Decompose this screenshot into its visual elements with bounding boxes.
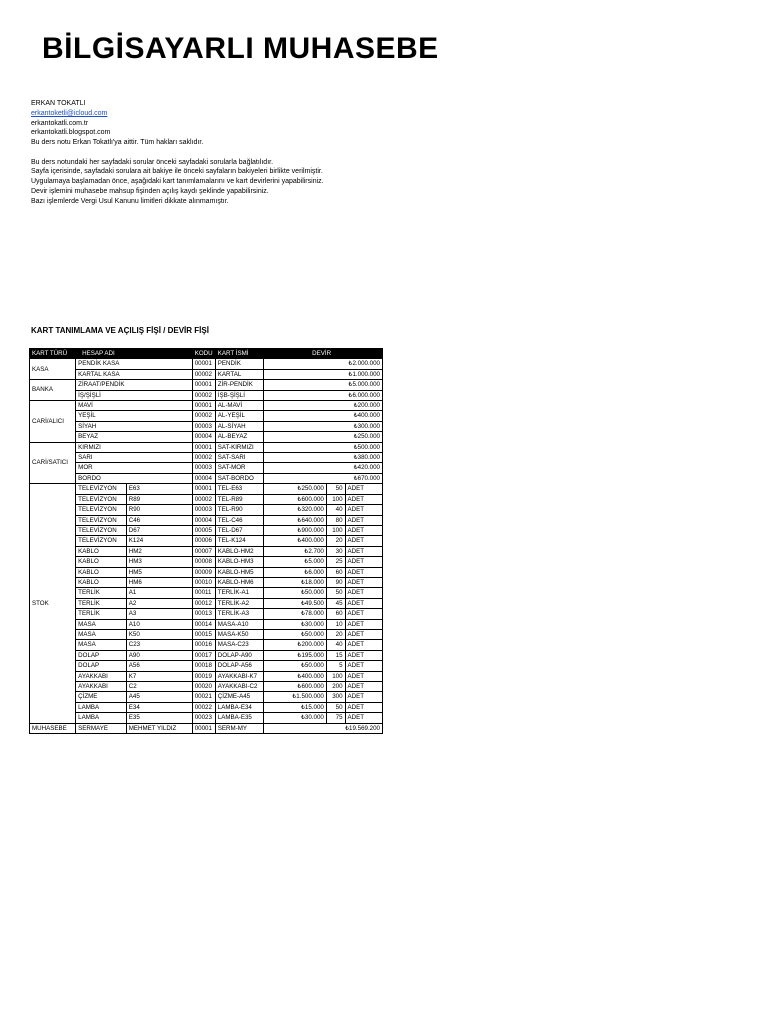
cell-kart-ismi: TEL-K124: [215, 536, 263, 546]
cell-hesap-adi: MASA: [76, 640, 127, 650]
cell-devir: ₺18.000: [264, 577, 327, 587]
cell-hesap-adi: TELEVİZYON: [76, 505, 127, 515]
cell-kart-turu: CARİ/SATICI: [30, 442, 76, 484]
cell-kodu: 00003: [192, 505, 215, 515]
cell-hesap-adi: MASA: [76, 629, 127, 639]
cell-kart-ismi: MASA-K50: [215, 629, 263, 639]
cell-kart-ismi: KABLO-HM3: [215, 557, 263, 567]
cell-devir: ₺250.000: [264, 484, 327, 494]
cell-hesap-adi: KABLO: [76, 546, 127, 556]
cell-hesap-adi: TERLİK: [76, 609, 127, 619]
cell-model: K124: [126, 536, 192, 546]
table-row: [30, 609, 383, 619]
cell-devir: ₺6.000.000: [264, 390, 383, 400]
cell-birim: ADET: [345, 629, 382, 639]
cell-devir: ₺49.500: [264, 598, 327, 608]
card-definition-table: [29, 348, 383, 734]
cell-kart-ismi: TERLİK-A3: [215, 609, 263, 619]
cell-devir: ₺195.000: [264, 650, 327, 660]
cell-kart-ismi: PENDİK: [215, 359, 263, 369]
cell-kodu: 00021: [192, 692, 215, 702]
cell-kodu: 00001: [192, 484, 215, 494]
table-row: [30, 411, 383, 421]
table-row: [30, 401, 383, 411]
cell-model: HM6: [126, 577, 192, 587]
cell-miktar: 20: [326, 536, 345, 546]
cell-devir: ₺400.000: [264, 536, 327, 546]
cell-miktar: 60: [326, 609, 345, 619]
table-row: [30, 671, 383, 681]
table-row: [30, 505, 383, 515]
cell-kodu: 00002: [192, 390, 215, 400]
cell-hesap-adi: SİYAH: [76, 421, 193, 431]
cell-devir: ₺6.000: [264, 567, 327, 577]
cell-devir: ₺600.000: [264, 682, 327, 692]
cell-birim: ADET: [345, 546, 382, 556]
cell-birim: ADET: [345, 682, 382, 692]
cell-kart-ismi: KARTAL: [215, 369, 263, 379]
table-row: [30, 577, 383, 587]
cell-kart-ismi: TEL-D67: [215, 525, 263, 535]
cell-hesap-adi: TERLİK: [76, 588, 127, 598]
cell-model: HM2: [126, 546, 192, 556]
cell-kodu: 00009: [192, 567, 215, 577]
cell-kart-ismi: TEL-R89: [215, 494, 263, 504]
cell-kart-ismi: TEL-E63: [215, 484, 263, 494]
cell-kart-turu: STOK: [30, 484, 76, 723]
cell-miktar: 100: [326, 525, 345, 535]
cell-hesap-adi: ÇİZME: [76, 692, 127, 702]
cell-miktar: 80: [326, 515, 345, 525]
cell-birim: ADET: [345, 505, 382, 515]
cell-kart-ismi: SAT-MOR: [215, 463, 263, 473]
table-row: [30, 369, 383, 379]
cell-miktar: 50: [326, 484, 345, 494]
cell-birim: ADET: [345, 525, 382, 535]
table-row: [30, 702, 383, 712]
cell-kodu: 00014: [192, 619, 215, 629]
table-body: [30, 359, 383, 734]
cell-birim: ADET: [345, 661, 382, 671]
cell-kodu: 00003: [192, 463, 215, 473]
cell-kodu: 00020: [192, 682, 215, 692]
cell-model: R89: [126, 494, 192, 504]
cell-miktar: 45: [326, 598, 345, 608]
cell-devir: ₺500.000: [264, 442, 383, 452]
cell-model: A56: [126, 661, 192, 671]
note-line: Devir işlemini muhasebe mahsup fişinden açılış kaydı şeklinde yapabilirsiniz.: [31, 187, 269, 195]
table-row: [30, 661, 383, 671]
cell-miktar: 25: [326, 557, 345, 567]
cell-kart-ismi: ÇİZME-A45: [215, 692, 263, 702]
cell-birim: ADET: [345, 577, 382, 587]
cell-miktar: 100: [326, 671, 345, 681]
cell-kart-ismi: SERM-MY: [215, 723, 263, 733]
cell-model: HM5: [126, 567, 192, 577]
cell-devir: ₺600.000: [264, 494, 327, 504]
cell-birim: ADET: [345, 494, 382, 504]
cell-kodu: 00008: [192, 557, 215, 567]
cell-model: A2: [126, 598, 192, 608]
note-line: Bu ders notundaki her sayfadaki sorular önceki sayfadaki sorularla bağlatılıdır.: [31, 158, 274, 166]
cell-devir: ₺78.000: [264, 609, 327, 619]
cell-birim: ADET: [345, 671, 382, 681]
cell-hesap-adi: DOLAP: [76, 661, 127, 671]
cell-hesap-adi: ZİRAAT/PENDİK: [76, 380, 193, 390]
cell-miktar: 10: [326, 619, 345, 629]
cell-devir: ₺2.700: [264, 546, 327, 556]
cell-miktar: 5: [326, 661, 345, 671]
cell-miktar: 30: [326, 546, 345, 556]
cell-kart-ismi: TEL-R90: [215, 505, 263, 515]
cell-birim: ADET: [345, 598, 382, 608]
author-name: ERKAN TOKATLI: [31, 100, 86, 107]
page-title: BİLGİSAYARLI MUHASEBE: [42, 32, 439, 65]
cell-model: C2: [126, 682, 192, 692]
cell-devir: ₺640.000: [264, 515, 327, 525]
cell-model: R90: [126, 505, 192, 515]
table-row: [30, 484, 383, 494]
table-row: [30, 629, 383, 639]
cell-devir: ₺900.000: [264, 525, 327, 535]
cell-devir: ₺1.000.000: [264, 369, 383, 379]
cell-kodu: 00023: [192, 713, 215, 723]
cell-kodu: 00017: [192, 650, 215, 660]
table-row: [30, 650, 383, 660]
cell-kart-ismi: SAT-BORDO: [215, 473, 263, 483]
cell-miktar: 50: [326, 702, 345, 712]
cell-devir: ₺30.000: [264, 619, 327, 629]
table-row: [30, 713, 383, 723]
cell-kart-ismi: KABLO-HM5: [215, 567, 263, 577]
cell-kart-ismi: MASA-C23: [215, 640, 263, 650]
cell-kart-ismi: AL-BEYAZ: [215, 432, 263, 442]
table-row: [30, 359, 383, 369]
cell-kodu: 00019: [192, 671, 215, 681]
cell-kodu: 00022: [192, 702, 215, 712]
table-row: [30, 640, 383, 650]
section-title: KART TANIMLAMA VE AÇILIŞ FİŞİ / DEVİR FİŞİ: [31, 326, 209, 335]
cell-hesap-adi: KABLO: [76, 577, 127, 587]
table-row: [30, 442, 383, 452]
cell-hesap-adi: KABLO: [76, 557, 127, 567]
cell-devir: ₺250.000: [264, 432, 383, 442]
cell-birim: ADET: [345, 619, 382, 629]
cell-model: A45: [126, 692, 192, 702]
cell-hesap-adi: BORDO: [76, 473, 193, 483]
note-line: Uygulamaya başlamadan önce, aşağıdaki kart tanımlamalarını ve kart devirlerini yapabilirsiniz.: [31, 178, 324, 186]
cell-miktar: 200: [326, 682, 345, 692]
cell-kodu: 00001: [192, 442, 215, 452]
cell-hesap-adi: SERMAYE: [76, 723, 127, 733]
header-kodu: KODU: [192, 349, 215, 359]
cell-kart-ismi: TERLİK-A2: [215, 598, 263, 608]
cell-model: E63: [126, 484, 192, 494]
cell-kodu: 00001: [192, 723, 215, 733]
cell-kodu: 00002: [192, 494, 215, 504]
cell-kart-ismi: LAMBA-E34: [215, 702, 263, 712]
cell-kodu: 00015: [192, 629, 215, 639]
cell-kart-turu: CARİ/ALICI: [30, 401, 76, 443]
cell-kart-ismi: KABLO-HM6: [215, 577, 263, 587]
cell-kodu: 00001: [192, 401, 215, 411]
cell-kodu: 00004: [192, 432, 215, 442]
cell-kart-turu: KASA: [30, 359, 76, 380]
cell-hesap-adi: LAMBA: [76, 713, 127, 723]
cell-kodu: 00006: [192, 536, 215, 546]
cell-birim: ADET: [345, 515, 382, 525]
cell-hesap-adi: TELEVİZYON: [76, 525, 127, 535]
cell-miktar: 300: [326, 692, 345, 702]
cell-kart-turu: BANKA: [30, 380, 76, 401]
cell-hesap-adi: KABLO: [76, 567, 127, 577]
cell-kodu: 00011: [192, 588, 215, 598]
copyright-text: Bu ders notu Erkan Tokatlı'ya aittir. Tüm hakları saklıdır.: [31, 139, 204, 147]
cell-miktar: 100: [326, 494, 345, 504]
cell-devir: ₺200.000: [264, 401, 383, 411]
header-kart-turu: KART TÜRÜ: [30, 349, 76, 359]
cell-kodu: 00003: [192, 421, 215, 431]
cell-model: E35: [126, 713, 192, 723]
cell-hesap-adi: TELEVİZYON: [76, 484, 127, 494]
cell-kart-ismi: AL-MAVİ: [215, 401, 263, 411]
cell-miktar: 20: [326, 629, 345, 639]
table-row: [30, 598, 383, 608]
cell-miktar: 90: [326, 577, 345, 587]
cell-kodu: 00018: [192, 661, 215, 671]
table-row: [30, 432, 383, 442]
cell-kart-turu: MUHASEBE: [30, 723, 76, 733]
cell-hesap-adi: DOLAP: [76, 650, 127, 660]
cell-kodu: 00002: [192, 369, 215, 379]
cell-model: E34: [126, 702, 192, 712]
table-row: [30, 473, 383, 483]
table-row: [30, 723, 383, 733]
cell-kodu: 00016: [192, 640, 215, 650]
cell-kodu: 00002: [192, 411, 215, 421]
cell-hesap-adi: AYAKKABI: [76, 671, 127, 681]
cell-model: A3: [126, 609, 192, 619]
cell-devir: ₺2.000.000: [264, 359, 383, 369]
cell-model: A1: [126, 588, 192, 598]
cell-devir: ₺5.000: [264, 557, 327, 567]
cell-kodu: 00004: [192, 515, 215, 525]
cell-birim: ADET: [345, 609, 382, 619]
table-row: [30, 463, 383, 473]
table-row: [30, 546, 383, 556]
cell-kart-ismi: LAMBA-E35: [215, 713, 263, 723]
cell-devir: ₺320.000: [264, 505, 327, 515]
table-row: [30, 692, 383, 702]
cell-kart-ismi: AYAKKABI-C2: [215, 682, 263, 692]
cell-miktar: 60: [326, 567, 345, 577]
cell-hesap-adi: LAMBA: [76, 702, 127, 712]
author-site: erkantokatli.com.tr: [31, 119, 89, 127]
cell-hesap-adi: SARI: [76, 453, 193, 463]
cell-kart-ismi: DOLAP-A56: [215, 661, 263, 671]
author-info: [31, 99, 324, 207]
cell-hesap-adi: YEŞİL: [76, 411, 193, 421]
table-header-row: [30, 349, 383, 359]
cell-devir: ₺400.000: [264, 671, 327, 681]
cell-kart-ismi: AYAKKABI-K7: [215, 671, 263, 681]
cell-model: A90: [126, 650, 192, 660]
note-line: Bazı işlemlerde Vergi Usul Kanunu limitleri dikkate alınmamıştır.: [31, 197, 229, 205]
cell-kart-ismi: TERLİK-A1: [215, 588, 263, 598]
cell-hesap-adi: MAVİ: [76, 401, 193, 411]
cell-hesap-adi: MOR: [76, 463, 193, 473]
cell-model: D67: [126, 525, 192, 535]
cell-devir: ₺400.000: [264, 411, 383, 421]
cell-hesap-adi: İŞ/ŞİŞLİ: [76, 390, 193, 400]
cell-hesap-adi: TELEVİZYON: [76, 494, 127, 504]
cell-owner: MEHMET YILDIZ: [126, 723, 192, 733]
cell-model: C23: [126, 640, 192, 650]
cell-hesap-adi: TERLİK: [76, 598, 127, 608]
cell-kart-ismi: SAT-SARI: [215, 453, 263, 463]
table-row: [30, 525, 383, 535]
cell-kodu: 00007: [192, 546, 215, 556]
header-hesap-adi: HESAP ADI: [76, 349, 193, 359]
cell-kodu: 00012: [192, 598, 215, 608]
cell-devir: ₺300.000: [264, 421, 383, 431]
cell-birim: ADET: [345, 702, 382, 712]
table-row: [30, 494, 383, 504]
cell-kart-ismi: AL-YEŞİL: [215, 411, 263, 421]
cell-birim: ADET: [345, 588, 382, 598]
cell-devir: ₺15.000: [264, 702, 327, 712]
cell-kodu: 00010: [192, 577, 215, 587]
cell-miktar: 75: [326, 713, 345, 723]
table-row: [30, 567, 383, 577]
cell-model: A10: [126, 619, 192, 629]
cell-kodu: 00004: [192, 473, 215, 483]
table-row: [30, 619, 383, 629]
cell-birim: ADET: [345, 536, 382, 546]
table-row: [30, 390, 383, 400]
cell-kart-ismi: SAT-KIRMIZI: [215, 442, 263, 452]
cell-hesap-adi: PENDİK KASA: [76, 359, 193, 369]
cell-devir: ₺380.000: [264, 453, 383, 463]
cell-model: K7: [126, 671, 192, 681]
cell-kodu: 00013: [192, 609, 215, 619]
cell-miktar: 40: [326, 640, 345, 650]
table-row: [30, 588, 383, 598]
cell-kart-ismi: AL-SİYAH: [215, 421, 263, 431]
cell-model: K50: [126, 629, 192, 639]
cell-devir: ₺50.000: [264, 588, 327, 598]
table-row: [30, 453, 383, 463]
cell-devir: ₺420.000: [264, 463, 383, 473]
cell-kodu: 00001: [192, 380, 215, 390]
cell-kart-ismi: İŞB-ŞİŞLİ: [215, 390, 263, 400]
cell-kart-ismi: MASA-A10: [215, 619, 263, 629]
cell-miktar: 40: [326, 505, 345, 515]
cell-kart-ismi: ZİR-PENDİK: [215, 380, 263, 390]
cell-kart-ismi: TEL-C46: [215, 515, 263, 525]
header-devir: DEVİR: [264, 349, 383, 359]
cell-devir: ₺670.000: [264, 473, 383, 483]
cell-miktar: 50: [326, 588, 345, 598]
table-row: [30, 380, 383, 390]
cell-model: C46: [126, 515, 192, 525]
cell-hesap-adi: AYAKKABI: [76, 682, 127, 692]
cell-devir: ₺50.000: [264, 629, 327, 639]
cell-kodu: 00005: [192, 525, 215, 535]
cell-kart-ismi: KABLO-HM2: [215, 546, 263, 556]
cell-birim: ADET: [345, 567, 382, 577]
cell-kodu: 00002: [192, 453, 215, 463]
cell-birim: ADET: [345, 650, 382, 660]
table-row: [30, 682, 383, 692]
cell-devir: ₺19.569.200: [264, 723, 383, 733]
cell-miktar: 15: [326, 650, 345, 660]
cell-devir: ₺30.000: [264, 713, 327, 723]
cell-kodu: 00001: [192, 359, 215, 369]
header-kart-ismi: KART İSMİ: [215, 349, 263, 359]
cell-hesap-adi: KIRMIZI: [76, 442, 193, 452]
cell-kart-ismi: DOLAP-A90: [215, 650, 263, 660]
author-blog: erkantokatli.blogspot.com: [31, 129, 111, 137]
cell-devir: ₺50.000: [264, 661, 327, 671]
table-row: [30, 515, 383, 525]
table-row: [30, 557, 383, 567]
note-line: Sayfa içerisinde, sayfadaki sorulara ait bakiye ile önceki sayfaların bakiyeleri birlikte verilmiştir.: [31, 168, 323, 176]
table-row: [30, 421, 383, 431]
cell-devir: ₺5.000.000: [264, 380, 383, 390]
cell-hesap-adi: MASA: [76, 619, 127, 629]
cell-devir: ₺200.000: [264, 640, 327, 650]
author-email-link[interactable]: erkantoketli@icloud.com: [31, 109, 108, 117]
table-row: [30, 536, 383, 546]
cell-birim: ADET: [345, 557, 382, 567]
cell-birim: ADET: [345, 692, 382, 702]
cell-hesap-adi: TELEVİZYON: [76, 536, 127, 546]
cell-hesap-adi: KARTAL KASA: [76, 369, 193, 379]
cell-birim: ADET: [345, 484, 382, 494]
cell-model: HM3: [126, 557, 192, 567]
cell-birim: ADET: [345, 713, 382, 723]
cell-birim: ADET: [345, 640, 382, 650]
cell-hesap-adi: BEYAZ: [76, 432, 193, 442]
cell-hesap-adi: TELEVİZYON: [76, 515, 127, 525]
cell-devir: ₺1.500.000: [264, 692, 327, 702]
